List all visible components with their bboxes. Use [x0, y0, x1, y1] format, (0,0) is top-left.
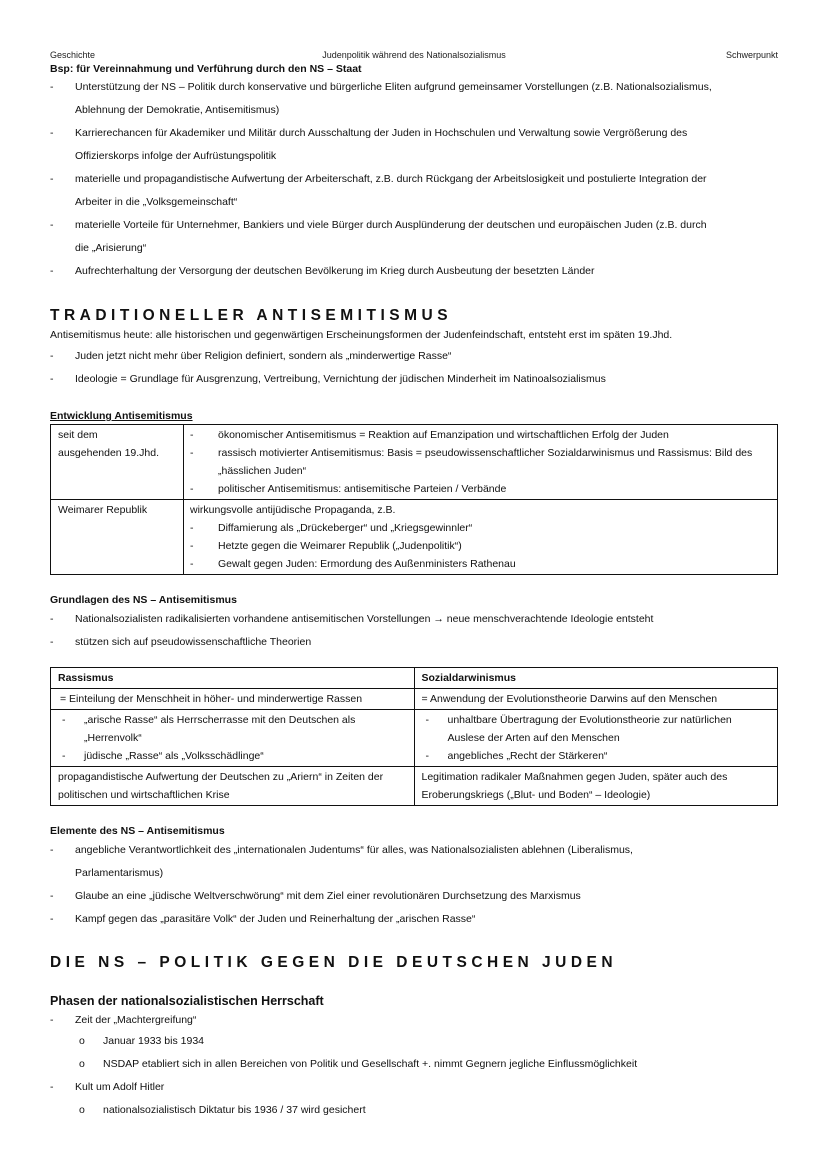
page-header [50, 50, 778, 62]
list-item [190, 537, 770, 555]
dash-bullet: - [190, 540, 194, 552]
sub-list-item [50, 1053, 778, 1076]
section-title-vereinnahmung: Bsp: für Vereinnahmung und Verführung durch den NS – Staat [50, 63, 362, 75]
item-text: Kampf gegen das „parasitäre Volk“ der Juden und Reinerhaltung der „arischen Rasse“ [75, 913, 476, 925]
circle-bullet: o [79, 1058, 85, 1070]
item-text: Diffamierung als „Drückeberger“ und „Kriegsgewinnler“ [218, 522, 473, 534]
dash-bullet: - [50, 81, 54, 93]
list-item [50, 1010, 778, 1030]
table-row [51, 710, 778, 767]
list-item [58, 711, 407, 747]
list-item [50, 908, 778, 931]
table-row [51, 767, 778, 806]
dash-bullet: - [190, 558, 194, 570]
vereinnahmung-list [50, 76, 778, 283]
item-text: jüdische „Rasse“ als „Volksschädlinge“ [84, 750, 264, 762]
item-text: nationalsozialistisch Diktatur bis 1936 / 37 wird gesichert [103, 1104, 366, 1116]
item-text: „arische Rasse“ als Herrscherrasse mit den Deutschen als „Herrenvolk“ [84, 714, 356, 744]
column-header: Rassismus [51, 668, 415, 689]
dash-bullet: - [190, 522, 194, 534]
heading-traditioneller-antisemitismus: TRADITIONELLER ANTISEMITISMUS [50, 307, 453, 324]
item-text: Aufrechterhaltung der Versorgung der deutschen Bevölkerung im Krieg durch Ausbeutung der besetzten Länder [75, 265, 595, 277]
dash-bullet: - [50, 373, 54, 385]
period-cell [51, 425, 184, 500]
dash-bullet: - [50, 913, 54, 925]
dash-bullet: - [425, 750, 429, 762]
list-item [50, 214, 778, 260]
section-title-phasen: Phasen der nationalsozialistischen Herrschaft [50, 994, 324, 1008]
list-item [50, 260, 778, 283]
item-text: die „Arisierung“ [75, 242, 147, 254]
item-text: Glaube an eine „jüdische Weltverschwörung“ mit dem Ziel einer revolutionären Durchsetzung des Marxismus [75, 890, 581, 902]
item-text: Arbeiter in die „Volksgemeinschaft“ [75, 196, 238, 208]
item-text: Offizierskorps infolge der Aufrüstungspolitik [75, 150, 277, 162]
list-item [50, 608, 778, 631]
item-text: materielle und propagandistische Aufwertung der Arbeiterschaft, z.B. durch Rückgang der Arbeitslosigkeit und postulierte Integration der [75, 173, 707, 185]
item-text: Hetzte gegen die Weimarer Republik („Judenpolitik“) [218, 540, 462, 552]
period-text: Weimarer Republik [58, 504, 148, 516]
content-cell [184, 500, 778, 575]
item-text: Ablehnung der Demokratie, Antisemitismus) [75, 104, 280, 116]
item-text: stützen sich auf pseudowissenschaftliche Theorien [75, 636, 312, 648]
list-item [50, 1076, 778, 1099]
table-row [51, 668, 778, 689]
dash-bullet: - [50, 265, 54, 277]
table-row [51, 500, 778, 575]
list-item [50, 122, 778, 168]
dash-bullet: - [62, 750, 66, 762]
dash-bullet: - [50, 173, 54, 185]
list-item [190, 519, 770, 537]
dash-bullet: - [190, 483, 194, 495]
dash-bullet: - [190, 429, 194, 441]
item-text: Ideologie = Grundlage für Ausgrenzung, Vertreibung, Vernichtung der jüdischen Minderheit im Natinoalsozialismus [75, 373, 606, 385]
sub-list-item [50, 1099, 778, 1122]
header-subject: Geschichte [50, 50, 96, 60]
list-item [50, 885, 778, 908]
dash-bullet: - [50, 219, 54, 231]
list-item [190, 555, 770, 573]
list-item [422, 747, 771, 765]
table-row [51, 689, 778, 710]
list-item [422, 711, 771, 747]
item-text: rassisch motivierter Antisemitismus: Basis = pseudowissenschaftlicher Sozialdarwinismus und Rassismus: Bild des „hässlichen Juden“ [218, 447, 753, 477]
effect-cell: Legitimation radikaler Maßnahmen gegen Juden, später auch des Eroberungskriegs („Blut- und Boden“ – Ideologie) [414, 767, 778, 806]
dash-bullet: - [50, 1081, 54, 1093]
item-text: Gewalt gegen Juden: Ermordung des Außenministers Rathenau [218, 558, 516, 570]
item-text: Kult um Adolf Hitler [75, 1081, 165, 1093]
item-text: politischer Antisemitismus: antisemitische Parteien / Verbände [218, 483, 507, 495]
item-text: Juden jetzt nicht mehr über Religion definiert, sondern als „minderwertige Rasse“ [75, 350, 452, 362]
item-text: Parlamentarismus) [75, 867, 164, 879]
list-item [50, 631, 778, 654]
dash-bullet: - [50, 613, 54, 625]
dash-bullet: - [425, 714, 429, 726]
item-text: Januar 1933 bis 1934 [103, 1035, 204, 1047]
items-cell [51, 710, 415, 767]
period-text: seit dem [58, 429, 98, 441]
dash-bullet: - [190, 447, 194, 459]
period-cell [51, 500, 184, 575]
content-cell [184, 425, 778, 500]
effect-cell: propagandistische Aufwertung der Deutschen zu „Ariern“ in Zeiten der politischen und wirtschaftlichen Krise [51, 767, 415, 806]
rassismus-sozialdarwinismus-table [50, 667, 778, 806]
dash-bullet: - [50, 127, 54, 139]
item-text: unhaltbare Übertragung der Evolutionstheorie zur natürlichen Auslese der Arten auf den Menschen [447, 714, 732, 744]
dash-bullet: - [50, 350, 54, 362]
section-title-elemente: Elemente des NS – Antisemitismus [50, 825, 225, 837]
list-item [190, 480, 770, 498]
entwicklung-table [50, 424, 778, 575]
dash-bullet: - [50, 844, 54, 856]
definition-cell: = Einteilung der Menschheit in höher- und minderwertige Rassen [51, 689, 415, 710]
list-item [50, 345, 778, 368]
list-item [190, 444, 770, 480]
list-item [50, 368, 778, 391]
dash-bullet: - [62, 714, 66, 726]
item-text: ökonomischer Antisemitismus = Reaktion auf Emanzipation und wirtschaftlichen Erfolg der Juden [218, 429, 669, 441]
row-intro: wirkungsvolle antijüdische Propaganda, z.B. [190, 504, 396, 516]
header-focus: Schwerpunkt [725, 50, 778, 60]
heading-ns-politik: DIE NS – POLITIK GEGEN DIE DEUTSCHEN JUDEN [50, 954, 618, 971]
circle-bullet: o [79, 1104, 85, 1116]
dash-bullet: - [50, 1014, 54, 1026]
column-header: Sozialdarwinismus [414, 668, 778, 689]
list-item [50, 168, 778, 214]
section-title-grundlagen: Grundlagen des NS – Antisemitismus [50, 594, 237, 606]
definition-cell: = Anwendung der Evolutionstheorie Darwins auf den Menschen [414, 689, 778, 710]
section-title-entwicklung: Entwicklung Antisemitismus [50, 410, 193, 422]
list-item [50, 839, 778, 885]
period-text: ausgehenden 19.Jhd. [58, 447, 160, 459]
list-item [190, 426, 770, 444]
item-text: angebliche Verantwortlichkeit des „internationalen Judentums“ für alles, was Nationalsozialisten ablehnen (Liberalismus, [75, 844, 633, 856]
dash-bullet: - [50, 890, 54, 902]
antisemitismus-intro: Antisemitismus heute: alle historischen und gegenwärtigen Erscheinungsformen der Judenfeindschaft, entsteht erst im späten 19.Jhd. [50, 329, 673, 341]
circle-bullet: o [79, 1035, 85, 1047]
list-item [58, 747, 407, 765]
item-text: Zeit der „Machtergreifung“ [75, 1014, 197, 1026]
header-title: Judenpolitik während des Nationalsozialismus [322, 50, 506, 60]
item-text: angebliches „Recht der Stärkeren“ [447, 750, 608, 762]
item-text: Nationalsozialisten radikalisierten vorhandene antisemitischen Vorstellungen → neue menschverachtende Ideologie entsteht [75, 613, 654, 625]
item-text: Karrierechancen für Akademiker und Militär durch Ausschaltung der Juden in Hochschulen und Verwaltung sowie Vergrößerung des [75, 127, 688, 139]
items-cell [414, 710, 778, 767]
item-text: Unterstützung der NS – Politik durch konservative und bürgerliche Eliten aufgrund gemeinsamer Vorstellungen (z.B. Nationalsozialismus, [75, 81, 712, 93]
list-item [50, 76, 778, 122]
table-row [51, 425, 778, 500]
item-text: NSDAP etabliert sich in allen Bereichen von Politik und Gesellschaft +. nimmt Gegnern jegliche Einflussmöglichkeit [103, 1058, 638, 1070]
document-page [50, 50, 778, 1122]
dash-bullet: - [50, 636, 54, 648]
item-text: materielle Vorteile für Unternehmer, Bankiers und viele Bürger durch Ausplünderung der deutschen und europäischen Juden (z.B. durch [75, 219, 707, 231]
sub-list-item [50, 1030, 778, 1053]
